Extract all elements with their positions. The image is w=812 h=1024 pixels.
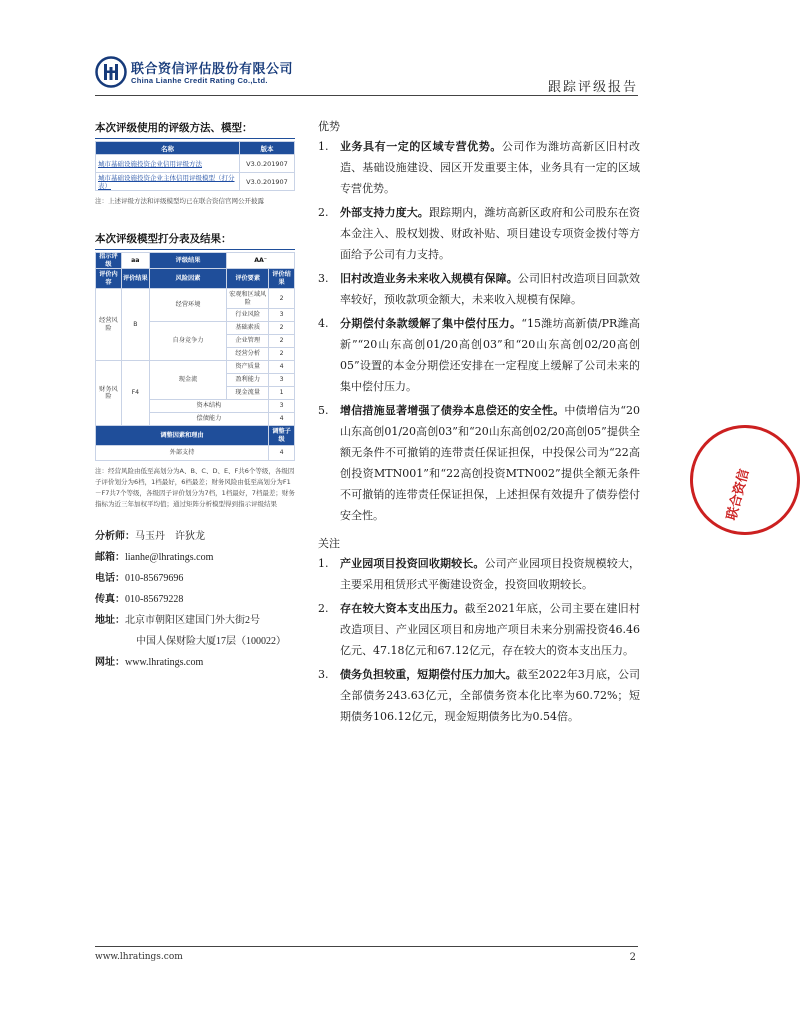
email-link[interactable]: lianhe@lhratings.com bbox=[125, 552, 214, 563]
list-item bbox=[318, 400, 640, 526]
score-cell: 1 bbox=[269, 387, 295, 400]
method-link[interactable]: 城市基础设施投资企业信用评级方法 bbox=[96, 155, 240, 173]
item-heading: 债务负担较重，短期偿付压力加大。 bbox=[340, 668, 517, 681]
item-number: 1. bbox=[318, 557, 329, 570]
header-divider bbox=[95, 95, 638, 96]
item-number: 5. bbox=[318, 404, 329, 417]
item-heading: 存在较大资本支出压力。 bbox=[340, 602, 465, 615]
page-number: 2 bbox=[629, 952, 636, 963]
score-cell: 4 bbox=[269, 413, 295, 426]
model-version: V3.0.201907 bbox=[240, 173, 295, 191]
element-cell: 资本结构 bbox=[149, 400, 268, 413]
phone-value: 010-85679696 bbox=[125, 573, 184, 584]
analyst-label: 分析师： bbox=[95, 531, 135, 542]
item-heading: 产业园项目投资回收期较长。 bbox=[340, 557, 485, 570]
methods-col-name: 名称 bbox=[96, 142, 240, 155]
item-number: 3. bbox=[318, 272, 329, 285]
left-column bbox=[95, 120, 295, 673]
right-column bbox=[318, 118, 640, 730]
email-label: 邮箱： bbox=[95, 552, 125, 563]
financial-risk-label: 财务风险 bbox=[96, 361, 122, 426]
element-cell: 行业风险 bbox=[227, 309, 269, 322]
methods-note: 注：上述评级方法和评级模型均已在联合资信官网公开披露 bbox=[95, 197, 264, 205]
item-text: 跟踪期内，潍坊高新区政府和公司股东在资本金注入、股权划拨、财政补贴、项目建设专项资金拨付等方面给予公司有力支持。 bbox=[340, 206, 641, 261]
factor-competitiveness: 自身竞争力 bbox=[149, 322, 227, 361]
score-cell: 2 bbox=[269, 335, 295, 348]
website-link[interactable]: www.lhratings.com bbox=[125, 657, 204, 668]
element-cell: 偿债能力 bbox=[149, 413, 268, 426]
item-heading: 增信措施显著增强了债券本息偿还的安全性。 bbox=[340, 404, 565, 417]
item-number: 2. bbox=[318, 602, 329, 615]
element-cell: 经营分析 bbox=[227, 348, 269, 361]
rating-result-label: 评级结果 bbox=[149, 253, 227, 269]
element-cell: 宏观和区域风险 bbox=[227, 289, 269, 309]
address-line-1: 北京市朝阳区建国门外大街2号 bbox=[125, 615, 260, 626]
methods-col-version: 版本 bbox=[240, 142, 295, 155]
seal-text: 联合资信 bbox=[724, 467, 753, 522]
indicative-rating-value: aa bbox=[121, 253, 149, 269]
scorecard-table bbox=[95, 252, 295, 461]
methods-table bbox=[95, 141, 295, 191]
element-cell: 盈利能力 bbox=[227, 374, 269, 387]
item-heading: 业务具有一定的区域专营优势。 bbox=[340, 140, 502, 153]
element-cell: 基础素质 bbox=[227, 322, 269, 335]
item-number: 1. bbox=[318, 140, 329, 153]
list-item bbox=[318, 202, 640, 265]
operating-risk-label: 经营风险 bbox=[96, 289, 122, 361]
item-text: 截至2022年3月底，公司全部债务243.63亿元，全部债务资本化比率为60.72%；短期债务106.12亿元，现金短期债务比为0.54倍。 bbox=[340, 668, 640, 723]
adjust-item: 外部支持 bbox=[96, 446, 269, 461]
header-result: 评价结果 bbox=[121, 269, 149, 289]
financial-risk-result: F4 bbox=[121, 361, 149, 426]
indicative-rating-label: 指示评级 bbox=[96, 253, 122, 269]
logo-english-name: China Lianhe Credit Rating Co.,Ltd. bbox=[131, 76, 268, 85]
score-cell: 4 bbox=[269, 361, 295, 374]
scorecard-note: 注：经营风险由低至高划分为A、B、C、D、E、F共6个等级，各级因子评价划分为6档，1档最好，6档最差；财务风险由低至高划分为F1－F7共7个等级，各级因子评价划分为7档，1档最好，7档最差；财务指标为近三年加权平均值；通过矩阵分析模型得到指示评级结果 bbox=[95, 467, 295, 508]
lianhe-logo-icon bbox=[95, 56, 127, 88]
phone-label: 电话： bbox=[95, 573, 125, 584]
fax-label: 传真： bbox=[95, 594, 125, 605]
score-cell: 3 bbox=[269, 400, 295, 413]
factor-environment: 经营环境 bbox=[149, 289, 227, 322]
score-cell: 2 bbox=[269, 289, 295, 309]
item-heading: 分期偿付条款缓解了集中偿付压力。 bbox=[340, 317, 522, 330]
element-cell: 现金流量 bbox=[227, 387, 269, 400]
strengths-title: 优势 bbox=[318, 120, 340, 133]
item-text: “15潍坊高新债/PR潍高新”“20山东高创01/20高创03”和“20山东高创02/20高创05”设置的本金分期偿还安排在一定程度上缓解了公司未来的集中偿付压力。 bbox=[340, 317, 640, 393]
item-number: 3. bbox=[318, 668, 329, 681]
fax-value: 010-85679228 bbox=[125, 594, 184, 605]
item-text: 公司产业园项目投资规模较大，主要采用租赁形式平衡建设资金，投资回收期较长。 bbox=[340, 557, 640, 591]
list-item bbox=[318, 268, 640, 310]
operating-risk-result: B bbox=[121, 289, 149, 361]
scorecard-title: 本次评级模型打分表及结果： bbox=[95, 233, 232, 245]
item-heading: 旧村改造业务未来收入规模有保障。 bbox=[340, 272, 518, 285]
header-risk-factor: 风险因素 bbox=[149, 269, 227, 289]
list-item bbox=[318, 598, 640, 661]
item-number: 4. bbox=[318, 317, 329, 330]
item-number: 2. bbox=[318, 206, 329, 219]
website-label: 网址： bbox=[95, 657, 125, 668]
adjust-sub-header: 调整子级 bbox=[269, 426, 295, 446]
rating-result-value: AA⁻ bbox=[227, 253, 295, 269]
table-row bbox=[96, 155, 295, 173]
score-cell: 2 bbox=[269, 322, 295, 335]
adjust-header: 调整因素和理由 bbox=[96, 426, 269, 446]
item-text: 公司作为潍坊高新区旧村改造、基础设施建设、园区开发重要主体，业务具有一定的区域专营优势。 bbox=[340, 140, 641, 195]
concerns-title: 关注 bbox=[318, 537, 340, 550]
item-heading: 外部支持力度大。 bbox=[340, 206, 429, 219]
header-element: 评价要素 bbox=[227, 269, 269, 289]
score-cell: 3 bbox=[269, 374, 295, 387]
table-row bbox=[96, 173, 295, 191]
contacts bbox=[95, 526, 295, 673]
list-item bbox=[318, 664, 640, 727]
model-link[interactable]: 城市基础设施投资企业主体信用评级模型（打分表） bbox=[96, 173, 240, 191]
score-cell: 3 bbox=[269, 309, 295, 322]
header-content: 评价内容 bbox=[96, 269, 122, 289]
factor-cashflow: 现金流 bbox=[149, 361, 227, 400]
report-type: 跟踪评级报告 bbox=[547, 80, 638, 95]
address-label: 地址： bbox=[95, 615, 125, 626]
footer-divider bbox=[95, 946, 638, 947]
header-score: 评价结果 bbox=[269, 269, 295, 289]
item-text: 中债增信为“20山东高创01/20高创03”和“20山东高创02/20高创05”提供全额无条件不可撤销的连带责任保证担保，中投保公司为“22高创投资MTN001”和“22高创投资MTN002”提供全额无条件不可撤销的连带责任保证担保，上述担保有效提升了债券偿付安全性。 bbox=[340, 404, 641, 522]
element-cell: 企业管理 bbox=[227, 335, 269, 348]
method-version: V3.0.201907 bbox=[240, 155, 295, 173]
item-text: 公司旧村改造项目回款效率较好，预收款项金额大，未来收入规模有保障。 bbox=[340, 272, 641, 306]
item-text: 截至2021年底，公司主要在建旧村改造项目、产业园区项目和房地产项目未来分别需投资46.46亿元、47.18亿元和67.12亿元，存在较大的资本支出压力。 bbox=[340, 602, 640, 657]
scorecard-rule bbox=[95, 249, 295, 250]
list-item bbox=[318, 553, 640, 595]
adjust-value: 4 bbox=[269, 446, 295, 461]
methods-title: 本次评级使用的评级方法、模型： bbox=[95, 122, 253, 134]
company-logo bbox=[95, 54, 294, 94]
analyst-names: 马玉丹 许狄龙 bbox=[135, 531, 205, 542]
list-item bbox=[318, 136, 640, 199]
methods-rule bbox=[95, 138, 295, 139]
list-item bbox=[318, 313, 640, 397]
address-line-2: 中国人保财险大厦17层（100022） bbox=[136, 636, 286, 647]
element-cell: 资产质量 bbox=[227, 361, 269, 374]
footer-website[interactable]: www.lhratings.com bbox=[95, 952, 183, 962]
logo-chinese-name: 联合资信评估股份有限公司 bbox=[131, 62, 294, 77]
company-seal bbox=[678, 413, 812, 548]
score-cell: 2 bbox=[269, 348, 295, 361]
